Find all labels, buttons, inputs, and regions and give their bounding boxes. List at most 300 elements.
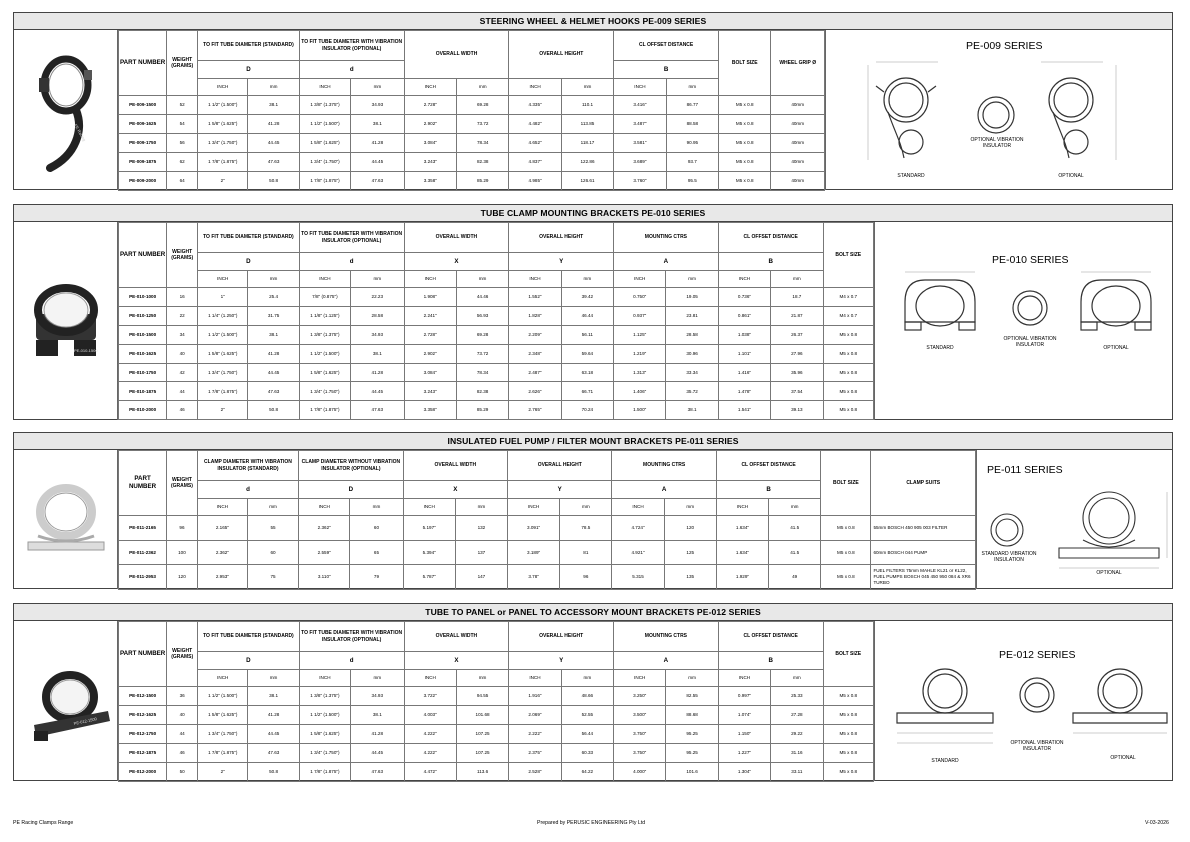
table-cell: 1 1/4" (1.250") bbox=[198, 306, 248, 325]
table-cell: 3.750" bbox=[614, 725, 666, 744]
svg-text:PE Racing: PE Racing bbox=[73, 123, 87, 142]
table-row bbox=[119, 288, 874, 307]
table-cell: 1 1/2" (1.500") bbox=[198, 96, 248, 115]
table-cell: M5 x 0.8 bbox=[821, 565, 871, 590]
table-cell: 25.33 bbox=[771, 687, 823, 706]
table-cell: 1 3/4" (1.750") bbox=[198, 134, 248, 153]
part-number-cell: PE-011-2362 bbox=[119, 540, 167, 565]
table-cell: M5 x 0.8 bbox=[823, 725, 873, 744]
table-row bbox=[119, 540, 976, 565]
table-row bbox=[119, 744, 874, 763]
table-cell: 1 7/8" (1.875") bbox=[198, 382, 248, 401]
table-cell: 4.837" bbox=[509, 153, 561, 172]
part-number-cell: PE-009-2000 bbox=[119, 172, 167, 191]
svg-text:PE-012-1500: PE-012-1500 bbox=[73, 716, 98, 726]
table-cell: 56.44 bbox=[561, 725, 613, 744]
table-row bbox=[119, 706, 874, 725]
table-row bbox=[119, 382, 874, 401]
table-cell: 56.11 bbox=[561, 325, 613, 344]
table-cell: 122.86 bbox=[561, 153, 613, 172]
table-row bbox=[119, 687, 874, 706]
unit-inch: INCH bbox=[614, 79, 666, 96]
table-cell: 44.45 bbox=[248, 134, 299, 153]
table-row bbox=[119, 134, 825, 153]
table-cell: M5 x 0.8 bbox=[823, 344, 873, 363]
table-row bbox=[119, 363, 874, 382]
unit-inch: INCH bbox=[508, 499, 560, 516]
unit-inch: INCH bbox=[718, 271, 770, 288]
table-cell: 3.358" bbox=[404, 401, 456, 420]
table-cell: 1.227" bbox=[718, 744, 770, 763]
unit-inch: INCH bbox=[509, 271, 561, 288]
col-header-group: OVERALL HEIGHT bbox=[509, 31, 614, 79]
unit-inch: INCH bbox=[614, 670, 666, 687]
table-cell: 3.110" bbox=[299, 565, 350, 590]
unit-mm: mm bbox=[769, 499, 821, 516]
part-number-cell: PE-011-2165 bbox=[119, 516, 167, 541]
table-cell: 2.069" bbox=[509, 706, 561, 725]
table-cell: 118.17 bbox=[561, 134, 613, 153]
col-header-bolt: BOLT SIZE bbox=[823, 622, 873, 687]
table-cell: 1.500" bbox=[614, 401, 666, 420]
table-cell: 73.72 bbox=[456, 344, 508, 363]
table-cell: 88.58 bbox=[666, 115, 718, 134]
unit-mm: mm bbox=[350, 499, 403, 516]
table-cell: 52.55 bbox=[561, 706, 613, 725]
col-header-group: TO FIT TUBE DIAMETER WITH VIBRATION INSULATOR (OPTIONAL) bbox=[299, 31, 404, 61]
table-cell: 30.96 bbox=[666, 344, 718, 363]
table-cell: 2" bbox=[198, 172, 248, 191]
table-cell: 86.77 bbox=[666, 96, 718, 115]
table-cell: 28.58 bbox=[351, 306, 404, 325]
part-number-cell: PE-009-1500 bbox=[119, 96, 167, 115]
table-cell: M5 x 0.8 bbox=[823, 363, 873, 382]
table-cell: 1 5/8" (1.625") bbox=[198, 706, 248, 725]
product-photo-pe-010 bbox=[14, 222, 118, 420]
letter-label: X bbox=[404, 652, 509, 670]
table-cell: 1 3/4" (1.750") bbox=[299, 153, 350, 172]
table-cell: 37.54 bbox=[771, 382, 823, 401]
section-pe-011 bbox=[13, 432, 1173, 589]
table-cell: 147 bbox=[455, 565, 507, 590]
letter-label: B bbox=[718, 253, 823, 271]
table-cell: 41.28 bbox=[248, 706, 299, 725]
letter-label: X bbox=[403, 481, 507, 499]
table-cell: 46.44 bbox=[561, 306, 613, 325]
table-cell: 52 bbox=[167, 96, 198, 115]
table-cell: 23.81 bbox=[666, 306, 718, 325]
table-row bbox=[119, 96, 825, 115]
unit-mm: mm bbox=[664, 499, 716, 516]
table-cell: 3.243" bbox=[404, 153, 456, 172]
table-cell: 1 5/8" (1.625") bbox=[198, 344, 248, 363]
table-cell: 22.23 bbox=[351, 288, 404, 307]
table-cell: 113.6 bbox=[456, 763, 508, 782]
col-header-group: OVERALL WIDTH bbox=[404, 31, 509, 79]
table-cell: 107.25 bbox=[456, 725, 508, 744]
unit-inch: INCH bbox=[612, 499, 664, 516]
table-cell: M5 x 0.8 bbox=[821, 516, 871, 541]
series-title: PE-010 SERIES bbox=[992, 254, 1069, 266]
table-cell: 93.7 bbox=[666, 153, 718, 172]
table-cell: 5.394" bbox=[403, 540, 455, 565]
table-cell: 50.8 bbox=[248, 401, 299, 420]
table-cell: 2.362" bbox=[197, 540, 247, 565]
table-cell: 2.559" bbox=[299, 540, 350, 565]
table-cell: 3.091" bbox=[508, 516, 560, 541]
table-cell: 2.362" bbox=[299, 516, 350, 541]
part-number-cell: PE-009-1625 bbox=[119, 115, 167, 134]
section-title: STEERING WHEEL & HELMET HOOKS PE-009 SERIES bbox=[14, 13, 1172, 30]
table-row bbox=[119, 725, 874, 744]
letter-label: d bbox=[299, 61, 404, 79]
table-cell: 44 bbox=[167, 382, 198, 401]
table-cell: 3.487" bbox=[614, 115, 666, 134]
table-cell: 3.581" bbox=[614, 134, 666, 153]
table-cell: 4.003" bbox=[404, 706, 456, 725]
table-cell: 94.55 bbox=[456, 687, 508, 706]
table-cell: M5 x 0.8 bbox=[823, 744, 873, 763]
table-cell: M5 x 0.8 bbox=[719, 115, 771, 134]
col-header-bolt: BOLT SIZE bbox=[719, 31, 771, 96]
spec-table-pe-009 bbox=[118, 30, 825, 191]
table-cell: 69.28 bbox=[456, 325, 508, 344]
diagram-label: STANDARD VIBRATION INSULATION bbox=[981, 551, 1037, 563]
table-row bbox=[119, 306, 874, 325]
table-cell: 44.45 bbox=[351, 153, 404, 172]
table-cell: 22 bbox=[167, 306, 198, 325]
table-cell: 59.64 bbox=[561, 344, 613, 363]
table-row bbox=[119, 763, 874, 782]
table-cell: 41.28 bbox=[248, 344, 299, 363]
product-photo-pe-012 bbox=[14, 621, 118, 781]
table-cell: 3.358" bbox=[404, 172, 456, 191]
part-number-cell: PE-010-1625 bbox=[119, 344, 167, 363]
table-cell: 4.724" bbox=[612, 516, 664, 541]
table-cell: 40mm bbox=[771, 134, 825, 153]
part-number-cell: PE-010-2000 bbox=[119, 401, 167, 420]
unit-mm: mm bbox=[771, 271, 823, 288]
section-title: TUBE TO PANEL or PANEL TO ACCESSORY MOUNT BRACKETS PE-012 SERIES bbox=[14, 604, 1172, 621]
section-pe-010 bbox=[13, 204, 1173, 420]
part-number-cell: PE-012-1500 bbox=[119, 687, 167, 706]
table-cell: 1.828" bbox=[509, 306, 561, 325]
table-row bbox=[119, 115, 825, 134]
table-cell: 1.313" bbox=[614, 363, 666, 382]
table-cell: 38.1 bbox=[351, 115, 404, 134]
table-cell: M4 x 0.7 bbox=[823, 288, 873, 307]
table-cell: 125 bbox=[664, 540, 716, 565]
table-cell: 120 bbox=[664, 516, 716, 541]
table-cell: 1 5/8" (1.625") bbox=[299, 134, 350, 153]
table-cell: 73.72 bbox=[457, 115, 509, 134]
table-cell: 1 5/8" (1.625") bbox=[299, 725, 350, 744]
table-cell: 47.63 bbox=[248, 744, 299, 763]
table-cell: 46 bbox=[167, 401, 198, 420]
table-cell: 65 bbox=[350, 540, 403, 565]
table-cell: 34 bbox=[167, 325, 198, 344]
unit-inch: INCH bbox=[299, 79, 350, 96]
section-pe-012 bbox=[13, 603, 1173, 781]
col-header-weight: WEIGHT (GRAMS) bbox=[167, 223, 198, 288]
table-cell: 1 1/8" (1.125") bbox=[299, 306, 350, 325]
diagram-label: STANDARD bbox=[926, 345, 954, 351]
table-cell: 107.25 bbox=[456, 744, 508, 763]
table-cell: 39.42 bbox=[561, 288, 613, 307]
table-cell: 3.722" bbox=[404, 687, 456, 706]
table-cell: 4.222" bbox=[404, 725, 456, 744]
table-cell: 21.87 bbox=[771, 306, 823, 325]
part-number-cell: PE-009-1875 bbox=[119, 153, 167, 172]
table-cell: M5 x 0.8 bbox=[719, 172, 771, 191]
part-number-cell: PE-009-1750 bbox=[119, 134, 167, 153]
product-photo-pe-011 bbox=[14, 450, 118, 589]
col-header-group: OVERALL HEIGHT bbox=[508, 451, 612, 481]
table-cell: 100 bbox=[167, 540, 198, 565]
table-cell: 1 7/8" (1.875") bbox=[198, 153, 248, 172]
table-cell: 0.736" bbox=[718, 288, 770, 307]
table-cell: 2.765" bbox=[509, 401, 561, 420]
table-cell: 64.22 bbox=[561, 763, 613, 782]
unit-inch: INCH bbox=[198, 670, 248, 687]
table-cell: 1.478" bbox=[718, 382, 770, 401]
letter-label: D bbox=[299, 481, 403, 499]
table-cell: 1.406" bbox=[614, 382, 666, 401]
table-cell: 66.71 bbox=[561, 382, 613, 401]
table-cell: 2.241" bbox=[404, 306, 456, 325]
table-cell: 3.189" bbox=[508, 540, 560, 565]
spec-table-pe-010 bbox=[118, 222, 874, 420]
table-cell: 56.93 bbox=[456, 306, 508, 325]
table-cell: 5.197" bbox=[403, 516, 455, 541]
col-header-group: TO FIT TUBE DIAMETER (STANDARD) bbox=[198, 223, 300, 253]
table-cell: 4.985" bbox=[509, 172, 561, 191]
table-cell: M5 x 0.8 bbox=[823, 706, 873, 725]
table-row bbox=[119, 565, 976, 590]
letter-label: B bbox=[716, 481, 820, 499]
table-cell: 95.25 bbox=[666, 725, 718, 744]
letter-label: D bbox=[198, 652, 300, 670]
table-cell: 1.101" bbox=[718, 344, 770, 363]
col-header-group: CL OFFSET DISTANCE bbox=[614, 31, 719, 61]
table-cell: 19.05 bbox=[666, 288, 718, 307]
unit-inch: INCH bbox=[404, 271, 456, 288]
table-cell: 63.18 bbox=[561, 363, 613, 382]
table-cell: 2" bbox=[198, 401, 248, 420]
table-cell: 1.219" bbox=[614, 344, 666, 363]
table-cell: 26.37 bbox=[771, 325, 823, 344]
col-header-bolt: BOLT SIZE bbox=[821, 451, 871, 516]
table-cell: 1.074" bbox=[718, 706, 770, 725]
table-cell: 38.1 bbox=[248, 96, 299, 115]
table-cell: 1.634" bbox=[716, 516, 768, 541]
table-cell: 56 bbox=[167, 134, 198, 153]
col-header-group: CL OFFSET DISTANCE bbox=[718, 622, 823, 652]
unit-inch: INCH bbox=[718, 670, 770, 687]
col-header-group: TO FIT TUBE DIAMETER WITH VIBRATION INSULATOR (OPTIONAL) bbox=[299, 223, 404, 253]
letter-label: A bbox=[612, 481, 716, 499]
letter-label: d bbox=[299, 652, 404, 670]
col-header-group: OVERALL WIDTH bbox=[403, 451, 507, 481]
part-number-cell: PE-010-1000 bbox=[119, 288, 167, 307]
table-cell: 4.000" bbox=[614, 763, 666, 782]
table-cell: 47.63 bbox=[351, 401, 404, 420]
table-cell: 48.66 bbox=[561, 687, 613, 706]
table-cell: 25.4 bbox=[248, 288, 299, 307]
unit-mm: mm bbox=[351, 271, 404, 288]
table-cell: 41.5 bbox=[769, 540, 821, 565]
table-cell: 60 bbox=[247, 540, 298, 565]
table-cell: 70.24 bbox=[561, 401, 613, 420]
table-cell: 4.482" bbox=[509, 115, 561, 134]
table-cell: 75 bbox=[247, 565, 298, 590]
table-cell: 47.63 bbox=[248, 153, 299, 172]
table-cell: 135 bbox=[664, 565, 716, 590]
diagram-label: STANDARD bbox=[931, 758, 959, 764]
table-cell: 40mm bbox=[771, 172, 825, 191]
table-cell: 1.541" bbox=[718, 401, 770, 420]
table-cell: 95.5 bbox=[666, 172, 718, 191]
col-header-group: CL OFFSET DISTANCE bbox=[716, 451, 820, 481]
footer-center: Prepared by PERUSIC ENGINEERING Pty Ltd bbox=[537, 820, 646, 826]
table-cell: 34.93 bbox=[351, 96, 404, 115]
table-cell: 3.084" bbox=[404, 134, 456, 153]
table-cell: 1 7/8" (1.875") bbox=[299, 401, 350, 420]
table-cell: 18.7 bbox=[771, 288, 823, 307]
unit-mm: mm bbox=[248, 670, 299, 687]
table-cell: 0.750" bbox=[614, 288, 666, 307]
col-header-part-number: PART NUMBER bbox=[119, 31, 167, 96]
table-cell: 85.29 bbox=[457, 172, 509, 191]
table-cell: 5.787" bbox=[403, 565, 455, 590]
part-number-cell: PE-010-1250 bbox=[119, 306, 167, 325]
table-cell: 3.416" bbox=[614, 96, 666, 115]
table-cell: 40mm bbox=[771, 115, 825, 134]
table-cell: 35.96 bbox=[771, 363, 823, 382]
table-cell: 47.63 bbox=[351, 172, 404, 191]
unit-mm: mm bbox=[560, 499, 612, 516]
table-cell: 16 bbox=[167, 288, 198, 307]
col-header-group: OVERALL WIDTH bbox=[404, 223, 509, 253]
col-header-group: OVERALL HEIGHT bbox=[509, 622, 614, 652]
table-cell: 0.997" bbox=[718, 687, 770, 706]
table-cell: 49 bbox=[769, 565, 821, 590]
table-cell: 60.33 bbox=[561, 744, 613, 763]
table-cell: 44.45 bbox=[248, 363, 299, 382]
col-header-wheel-grip: WHEEL GRIP Ø bbox=[771, 31, 825, 96]
table-cell: 54 bbox=[167, 115, 198, 134]
table-cell: 1 5/8" (1.625") bbox=[299, 363, 350, 382]
table-cell: 4.652" bbox=[509, 134, 561, 153]
table-cell: 50 bbox=[167, 763, 198, 782]
table-cell: 96 bbox=[167, 516, 198, 541]
table-cell: 44 bbox=[167, 725, 198, 744]
part-number-cell: PE-010-1875 bbox=[119, 382, 167, 401]
unit-mm: mm bbox=[351, 670, 404, 687]
unit-mm: mm bbox=[771, 670, 823, 687]
table-cell: 4.472" bbox=[404, 763, 456, 782]
table-cell: 36 bbox=[167, 687, 198, 706]
table-cell: 1.125" bbox=[614, 325, 666, 344]
unit-mm: mm bbox=[457, 79, 509, 96]
letter-label: D bbox=[198, 61, 300, 79]
table-cell: 7/8" (0.875") bbox=[299, 288, 350, 307]
unit-mm: mm bbox=[561, 79, 613, 96]
unit-mm: mm bbox=[247, 499, 298, 516]
table-cell: 3.500" bbox=[614, 706, 666, 725]
col-header-group: CLAMP DIAMETER WITH VIBRATION INSULATOR (STANDARD) bbox=[197, 451, 298, 481]
table-cell: 2.222" bbox=[509, 725, 561, 744]
unit-inch: INCH bbox=[614, 271, 666, 288]
unit-mm: mm bbox=[248, 271, 299, 288]
table-cell: 137 bbox=[455, 540, 507, 565]
letter-label: Y bbox=[508, 481, 612, 499]
unit-inch: INCH bbox=[404, 79, 456, 96]
table-cell: 40mm bbox=[771, 153, 825, 172]
table-cell: 40 bbox=[167, 706, 198, 725]
table-cell: 38.1 bbox=[351, 706, 404, 725]
letter-label: Y bbox=[509, 253, 614, 271]
table-cell: 101.6 bbox=[666, 763, 718, 782]
series-title: PE-009 SERIES bbox=[966, 40, 1043, 52]
table-row bbox=[119, 153, 825, 172]
table-cell: M5 x 0.8 bbox=[823, 325, 873, 344]
table-cell: 41.28 bbox=[351, 134, 404, 153]
table-cell: 64 bbox=[167, 172, 198, 191]
table-cell: 1 7/8" (1.875") bbox=[299, 172, 350, 191]
table-cell: 90.95 bbox=[666, 134, 718, 153]
table-cell: 47.63 bbox=[351, 763, 404, 782]
unit-inch: INCH bbox=[299, 271, 350, 288]
col-header-group: CLAMP DIAMETER WITHOUT VIBRATION INSULATOR (OPTIONAL) bbox=[299, 451, 403, 481]
unit-inch: INCH bbox=[509, 79, 561, 96]
unit-inch: INCH bbox=[403, 499, 455, 516]
table-cell: 126.61 bbox=[561, 172, 613, 191]
table-cell: 40mm bbox=[771, 96, 825, 115]
table-cell: 1 3/8" (1.375") bbox=[299, 96, 350, 115]
col-header-group: TO FIT TUBE DIAMETER WITH VIBRATION INSULATOR (OPTIONAL) bbox=[299, 622, 404, 652]
col-header-group: MOUNTING CTRS bbox=[614, 622, 719, 652]
table-cell: 1" bbox=[198, 288, 248, 307]
table-cell: 1.916" bbox=[509, 687, 561, 706]
table-cell: 2.375" bbox=[509, 744, 561, 763]
table-cell: 1 1/2" (1.500") bbox=[198, 687, 248, 706]
diagram-label: OPTIONAL bbox=[1096, 570, 1122, 576]
unit-mm: mm bbox=[666, 79, 718, 96]
table-cell: FUEL FILTERS 75mm MAHLE KL21 or KL22, FUEL PUMPS BOSCH 045 450 950 084 & XR6 TURBO bbox=[871, 565, 976, 590]
unit-inch: INCH bbox=[197, 499, 247, 516]
col-header-group: OVERALL HEIGHT bbox=[509, 223, 614, 253]
unit-mm: mm bbox=[666, 271, 718, 288]
table-cell: 41.5 bbox=[769, 516, 821, 541]
part-number-cell: PE-010-1500 bbox=[119, 325, 167, 344]
table-cell: 4.222" bbox=[404, 744, 456, 763]
table-cell: M5 x 0.8 bbox=[719, 96, 771, 115]
table-row bbox=[119, 516, 976, 541]
table-cell: 38.1 bbox=[248, 687, 299, 706]
table-cell: 55 bbox=[247, 516, 298, 541]
table-cell: 39.13 bbox=[771, 401, 823, 420]
table-cell: 1 3/4" (1.750") bbox=[299, 744, 350, 763]
letter-label: d bbox=[299, 253, 404, 271]
table-cell: 29.22 bbox=[771, 725, 823, 744]
table-cell: 2.348" bbox=[509, 344, 561, 363]
table-cell: 120 bbox=[167, 565, 198, 590]
diagram-label: OPTIONAL VIBRATION INSULATOR bbox=[970, 137, 1024, 149]
table-cell: 113.85 bbox=[561, 115, 613, 134]
unit-mm: mm bbox=[248, 79, 299, 96]
letter-label: B bbox=[718, 652, 823, 670]
